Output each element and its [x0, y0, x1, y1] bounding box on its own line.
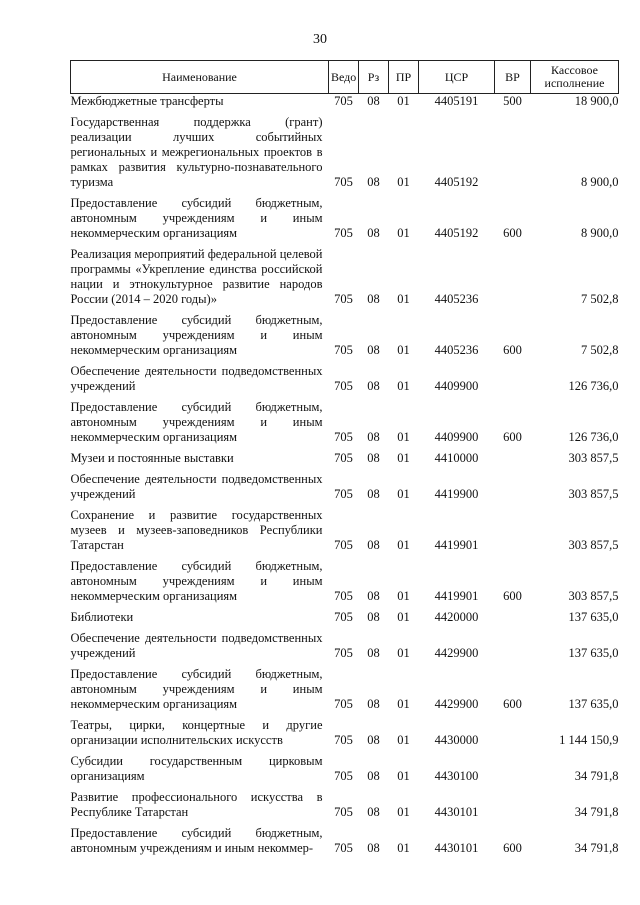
- cell-ved: 705: [334, 175, 353, 189]
- cell-sum: 303 857,5: [568, 589, 619, 603]
- cell-ved: 705: [334, 697, 353, 711]
- header-name: Наименование: [71, 61, 329, 94]
- cell-rz: 08: [367, 175, 380, 189]
- cell-pr: 01: [397, 226, 410, 240]
- cell-vr: [495, 604, 531, 625]
- cell-csr: 4419901: [434, 538, 479, 552]
- table-row: [71, 625, 619, 661]
- cell-rz: 08: [367, 841, 380, 855]
- cell-pr: 01: [397, 175, 410, 189]
- cell-rz: 08: [367, 430, 380, 444]
- cell-csr: 4430101: [434, 841, 479, 855]
- cell-sum: 7 502,8: [581, 292, 619, 306]
- cell-ved: 705: [334, 451, 353, 465]
- cell-pr: 01: [397, 646, 410, 660]
- cell-ved: 705: [334, 646, 353, 660]
- cell-name: Сохранение и развитие государственных музеев и музеев-заповедников Республики Татарстан: [70, 508, 323, 552]
- table-row: [71, 820, 619, 856]
- cell-sum: 34 791,8: [574, 805, 619, 819]
- cell-pr: 01: [397, 292, 410, 306]
- cell-name: Обеспечение деятельности подведомственных учреждений: [70, 631, 323, 660]
- cell-sum: 137 635,0: [568, 646, 619, 660]
- cell-rz: 08: [367, 379, 380, 393]
- header-csr: ЦСР: [419, 61, 495, 94]
- cell-vr: [495, 358, 531, 394]
- cell-rz: 08: [367, 769, 380, 783]
- cell-vr: [495, 625, 531, 661]
- cell-sum: 34 791,8: [574, 841, 619, 855]
- cell-csr: 4430000: [434, 733, 479, 747]
- cell-csr: 4430100: [434, 769, 479, 783]
- cell-rz: 08: [367, 538, 380, 552]
- cell-pr: 01: [397, 769, 410, 783]
- cell-sum: 303 857,5: [568, 451, 619, 465]
- table-row: [71, 358, 619, 394]
- table-row: [71, 109, 619, 190]
- cell-vr: [495, 445, 531, 466]
- cell-ved: 705: [334, 538, 353, 552]
- header-ved: Ведо: [329, 61, 359, 94]
- cell-vr: 600: [503, 841, 522, 855]
- cell-ved: 705: [334, 94, 353, 108]
- cell-pr: 01: [397, 733, 410, 747]
- page-number: 30: [313, 32, 327, 47]
- table-row: [71, 190, 619, 241]
- table-row: [71, 748, 619, 784]
- cell-csr: 4405236: [434, 292, 479, 306]
- cell-csr: 4405236: [434, 343, 479, 357]
- cell-sum: 137 635,0: [568, 697, 619, 711]
- cell-name: Реализация мероприятий федеральной целевой программы «Укрепление единства российской нации и этнокультурное развитие народов России (2014 – 2020 годы)»: [70, 247, 323, 306]
- cell-pr: 01: [397, 430, 410, 444]
- cell-rz: 08: [367, 226, 380, 240]
- cell-pr: 01: [397, 379, 410, 393]
- cell-name: Предоставление субсидий бюджетным, автономным учреждениям и иным некоммерческим организациям: [70, 667, 323, 711]
- cell-pr: 01: [397, 841, 410, 855]
- cell-sum: 126 736,0: [568, 379, 619, 393]
- cell-sum: 1 144 150,9: [559, 733, 619, 747]
- cell-pr: 01: [397, 610, 410, 624]
- cell-csr: 4405192: [434, 226, 479, 240]
- cell-vr: [495, 748, 531, 784]
- cell-pr: 01: [397, 94, 410, 108]
- table-row: [71, 241, 619, 307]
- cell-vr: [495, 712, 531, 748]
- cell-sum: 8 900,0: [581, 226, 619, 240]
- cell-ved: 705: [334, 379, 353, 393]
- cell-name: Театры, цирки, концертные и другие организации исполнительских искусств: [70, 718, 323, 747]
- cell-pr: 01: [397, 343, 410, 357]
- header-sum: Кассовое исполнение: [531, 61, 619, 94]
- cell-name: Музеи и постоянные выставки: [70, 451, 234, 465]
- table-row: [71, 94, 619, 110]
- cell-csr: 4409900: [434, 379, 479, 393]
- cell-name: Предоставление субсидий бюджетным, автономным учреждениям и иным некоммерческим организациям: [70, 196, 323, 240]
- cell-rz: 08: [367, 343, 380, 357]
- cell-name: Предоставление субсидий бюджетным, автономным учреждениям и иным некоммерческим организациям: [70, 313, 323, 357]
- table-row: [71, 661, 619, 712]
- cell-vr: 600: [503, 343, 522, 357]
- cell-sum: 126 736,0: [568, 430, 619, 444]
- cell-ved: 705: [334, 841, 353, 855]
- cell-pr: 01: [397, 538, 410, 552]
- cell-vr: [495, 241, 531, 307]
- cell-ved: 705: [334, 292, 353, 306]
- cell-sum: 303 857,5: [568, 487, 619, 501]
- header-rz: Рз: [359, 61, 389, 94]
- cell-pr: 01: [397, 805, 410, 819]
- table-row: [71, 502, 619, 553]
- cell-csr: 4409900: [434, 430, 479, 444]
- cell-name: Межбюджетные трансферты: [70, 94, 224, 108]
- cell-ved: 705: [334, 430, 353, 444]
- cell-name: Обеспечение деятельности подведомственных учреждений: [70, 472, 323, 501]
- table-row: [71, 466, 619, 502]
- cell-vr: [495, 502, 531, 553]
- cell-sum: 137 635,0: [568, 610, 619, 624]
- cell-rz: 08: [367, 805, 380, 819]
- cell-vr: 500: [503, 94, 522, 108]
- cell-vr: [495, 109, 531, 190]
- cell-vr: [495, 466, 531, 502]
- cell-ved: 705: [334, 226, 353, 240]
- cell-csr: 4429900: [434, 646, 479, 660]
- cell-vr: [495, 784, 531, 820]
- cell-sum: 303 857,5: [568, 538, 619, 552]
- cell-rz: 08: [367, 697, 380, 711]
- cell-rz: 08: [367, 646, 380, 660]
- budget-table: [70, 60, 619, 856]
- cell-pr: 01: [397, 697, 410, 711]
- cell-rz: 08: [367, 610, 380, 624]
- cell-name: Предоставление субсидий бюджетным, автономным учреждениям и иным некоммер-: [70, 826, 323, 855]
- cell-csr: 4429900: [434, 697, 479, 711]
- cell-name: Субсидии государственным цирковым организациям: [70, 754, 323, 783]
- header-vr: ВР: [495, 61, 531, 94]
- cell-rz: 08: [367, 733, 380, 747]
- cell-csr: 4420000: [434, 610, 479, 624]
- cell-rz: 08: [367, 292, 380, 306]
- cell-vr: 600: [503, 589, 522, 603]
- cell-name: Предоставление субсидий бюджетным, автономным учреждениям и иным некоммерческим организациям: [70, 559, 323, 603]
- cell-ved: 705: [334, 610, 353, 624]
- cell-csr: 4419900: [434, 487, 479, 501]
- table-row: [71, 604, 619, 625]
- cell-csr: 4410000: [434, 451, 479, 465]
- cell-name: Библиотеки: [70, 610, 134, 624]
- cell-rz: 08: [367, 487, 380, 501]
- cell-sum: 8 900,0: [581, 175, 619, 189]
- cell-ved: 705: [334, 589, 353, 603]
- cell-rz: 08: [367, 94, 380, 108]
- cell-csr: 4405192: [434, 175, 479, 189]
- cell-sum: 18 900,0: [574, 94, 619, 108]
- cell-sum: 34 791,8: [574, 769, 619, 783]
- cell-ved: 705: [334, 805, 353, 819]
- cell-ved: 705: [334, 769, 353, 783]
- cell-sum: 7 502,8: [581, 343, 619, 357]
- cell-csr: 4405191: [434, 94, 479, 108]
- cell-ved: 705: [334, 487, 353, 501]
- table-row: [71, 445, 619, 466]
- cell-ved: 705: [334, 733, 353, 747]
- cell-pr: 01: [397, 451, 410, 465]
- cell-rz: 08: [367, 589, 380, 603]
- cell-rz: 08: [367, 451, 380, 465]
- cell-vr: 600: [503, 697, 522, 711]
- table-row: [71, 784, 619, 820]
- cell-ved: 705: [334, 343, 353, 357]
- header-pr: ПР: [389, 61, 419, 94]
- cell-name: Обеспечение деятельности подведомственных учреждений: [70, 364, 323, 393]
- cell-name: Государственная поддержка (грант) реализации лучших событийных региональных и межрегиональных проектов в рамках развития культурно-познавательного туризма: [70, 115, 323, 189]
- table-row: [71, 307, 619, 358]
- table-header-row: [71, 61, 619, 94]
- cell-name: Развитие профессионального искусства в Республике Татарстан: [70, 790, 323, 819]
- cell-vr: 600: [503, 430, 522, 444]
- cell-pr: 01: [397, 589, 410, 603]
- cell-csr: 4419901: [434, 589, 479, 603]
- cell-name: Предоставление субсидий бюджетным, автономным учреждениям и иным некоммерческим организациям: [70, 400, 323, 444]
- table-row: [71, 394, 619, 445]
- cell-vr: 600: [503, 226, 522, 240]
- table-row: [71, 553, 619, 604]
- table-row: [71, 712, 619, 748]
- cell-csr: 4430101: [434, 805, 479, 819]
- cell-pr: 01: [397, 487, 410, 501]
